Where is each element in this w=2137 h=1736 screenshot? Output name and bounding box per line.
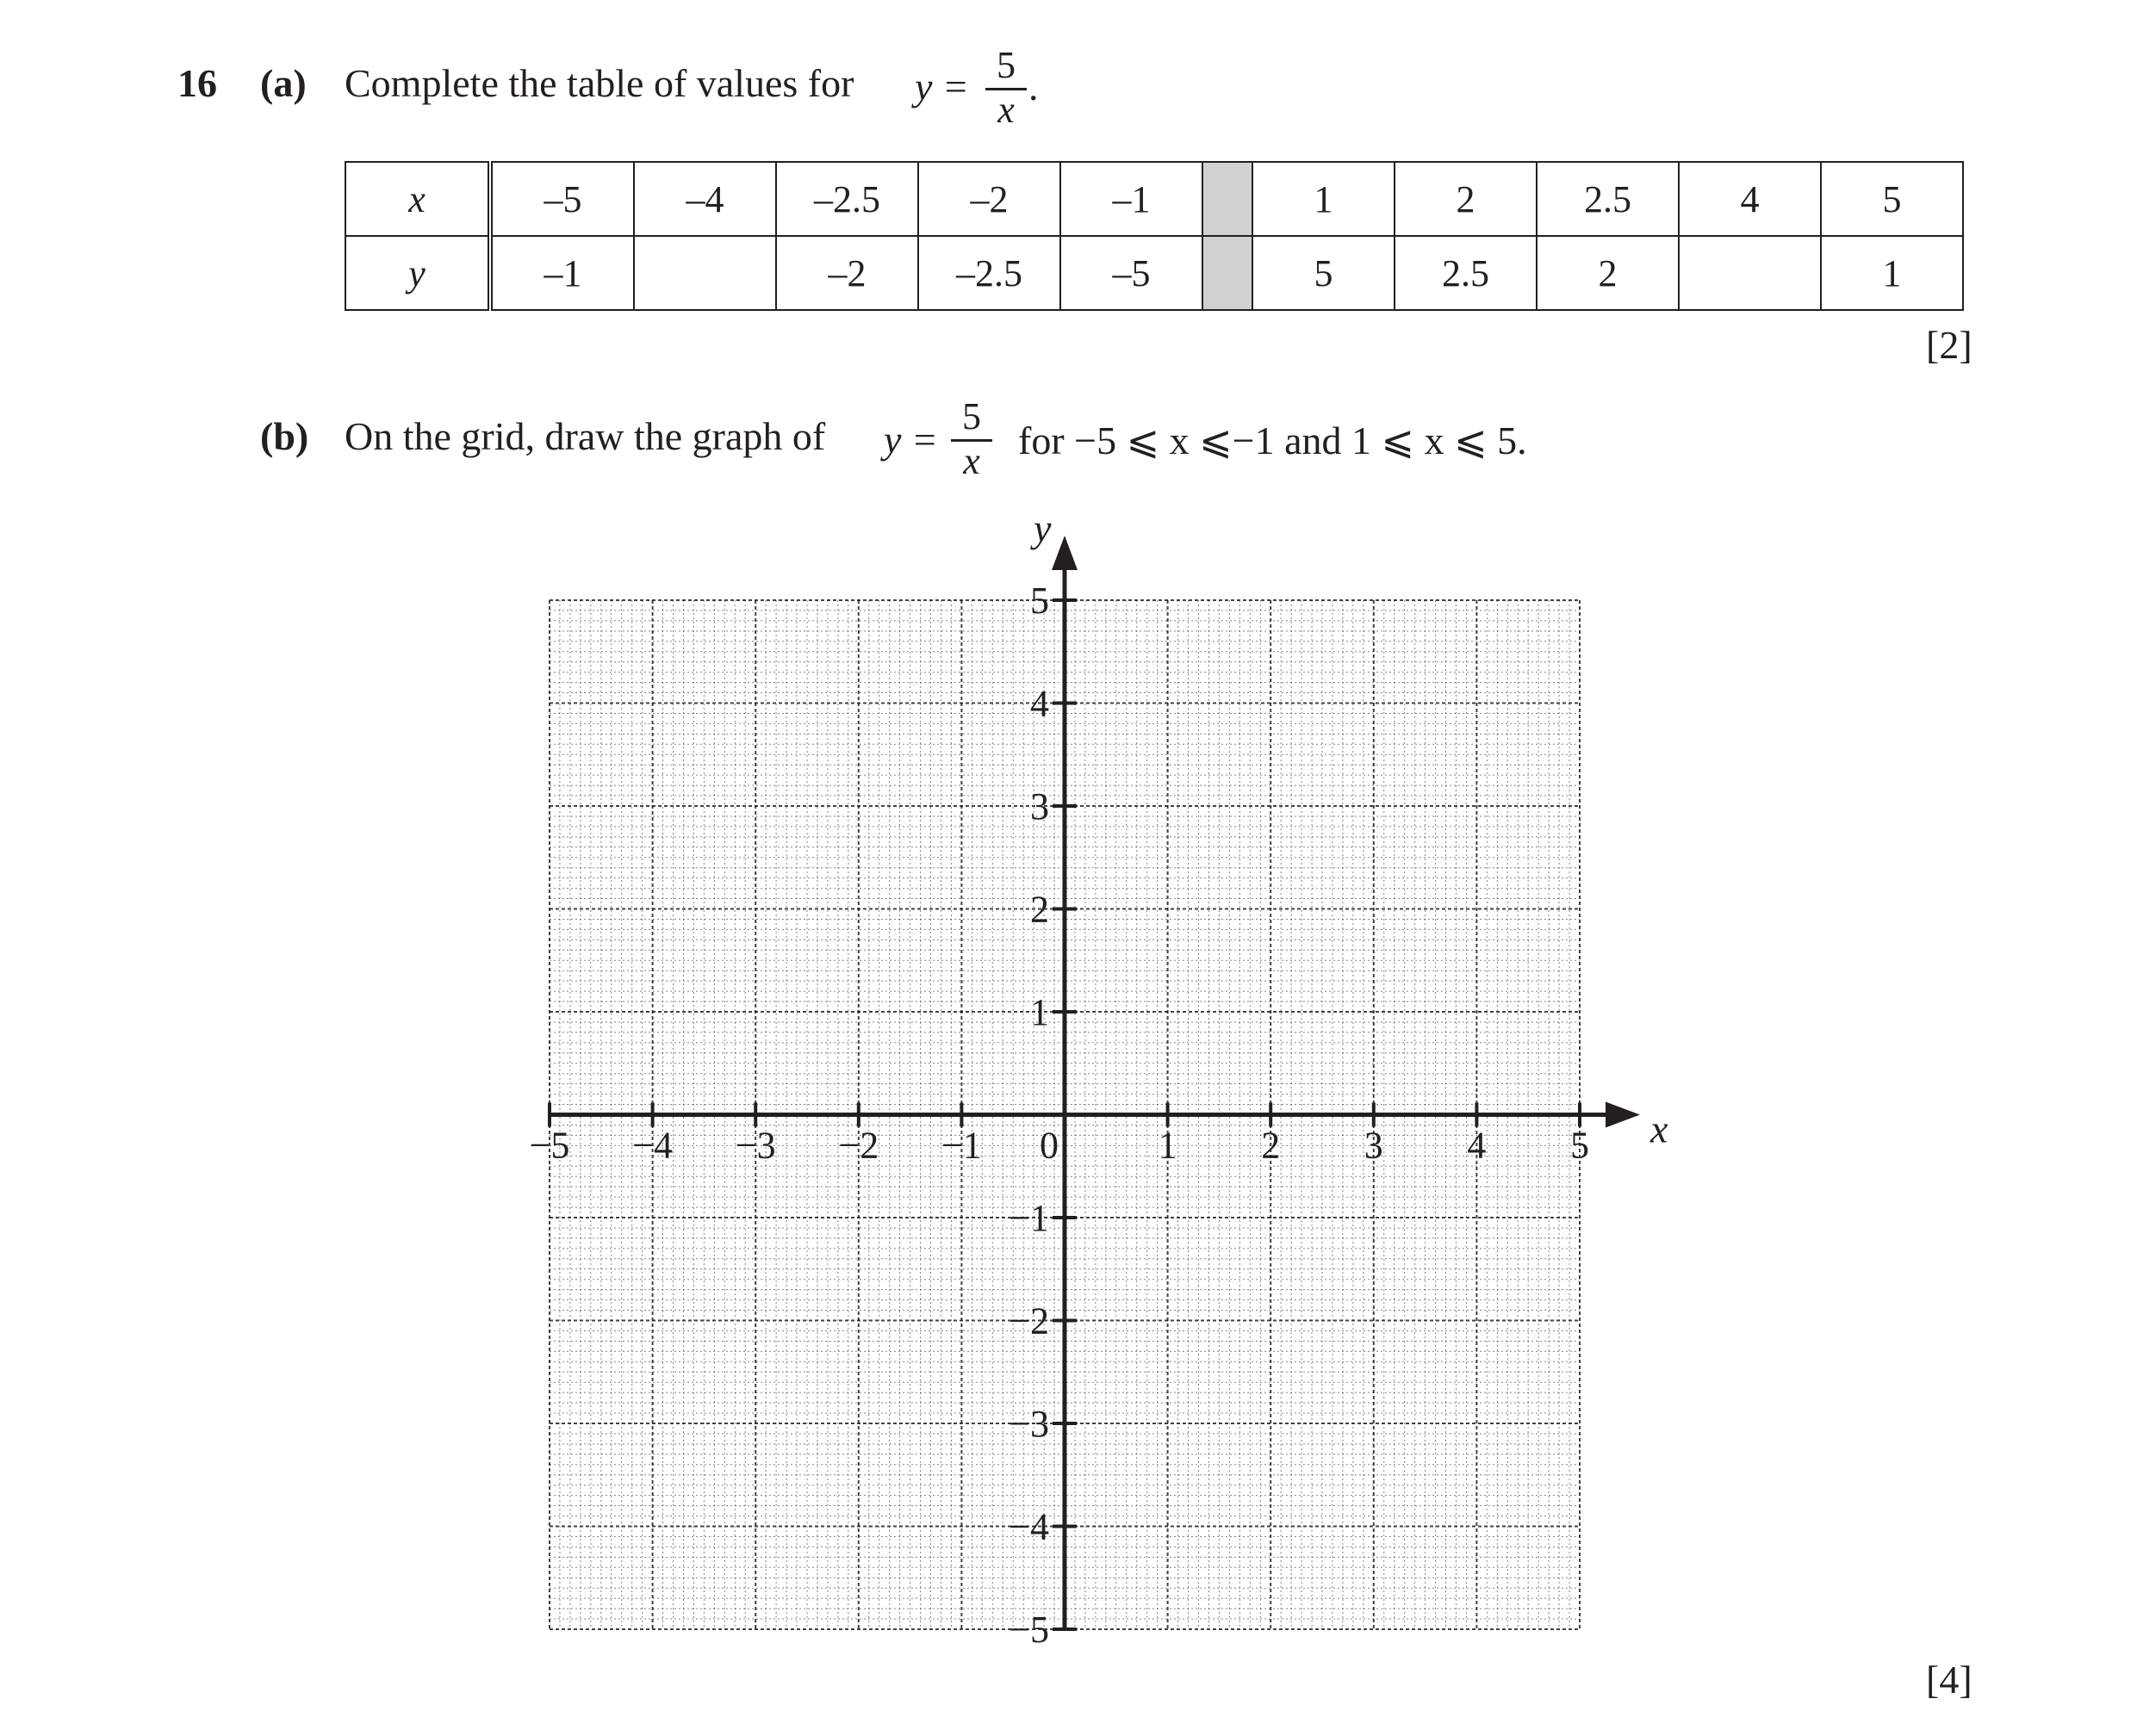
table-cell-x: 2.5	[1537, 162, 1679, 236]
table-cell-y: –2.5	[918, 236, 1060, 310]
table-cell-y: 1	[1821, 236, 1963, 310]
part-b-range: for −5 ⩽ x ⩽−1 and 1 ⩽ x ⩽ 5.	[1018, 418, 1527, 462]
question-number: 16	[177, 61, 217, 105]
table-cell-y: 2	[1537, 236, 1679, 310]
part-a-instruction: Complete the table of values for	[345, 61, 854, 105]
y-tick-label: −1	[1009, 1197, 1049, 1239]
y-tick-label: 1	[1030, 991, 1049, 1033]
part-b-equation-lhs: y =	[884, 418, 938, 462]
part-b-instruction: On the grid, draw the graph of	[345, 414, 826, 458]
table-header-y: y	[345, 236, 490, 310]
table-cell-y: –1	[490, 236, 634, 310]
x-tick-label: −4	[632, 1124, 674, 1167]
x-tick-label: 2	[1261, 1124, 1281, 1167]
fraction-numerator: 5	[997, 44, 1016, 86]
x-tick-label: 5	[1570, 1124, 1589, 1167]
x-tick-label: 3	[1364, 1124, 1383, 1167]
y-tick-label: −4	[1009, 1505, 1049, 1548]
table-cell-x: 1	[1252, 162, 1395, 236]
part-a-equation-lhs: y =	[915, 65, 969, 108]
y-axis-label: y	[1034, 506, 1052, 550]
x-tick-label: −5	[529, 1124, 570, 1167]
part-a-marks: [2]	[1926, 323, 1972, 367]
table-cell-y: –2	[776, 236, 918, 310]
fraction-numerator: 5	[962, 395, 981, 437]
y-tick-label: −5	[1009, 1609, 1049, 1651]
x-axis-label: x	[1650, 1107, 1668, 1151]
table-cell-x: 4	[1679, 162, 1821, 236]
x-axis-arrow	[1606, 1102, 1640, 1128]
y-axis-arrow	[1052, 536, 1078, 570]
y-tick-label: 4	[1030, 682, 1049, 725]
y-tick-label: −2	[1009, 1299, 1049, 1342]
table-cell-x: –2	[918, 162, 1060, 236]
table-cell-x: 2	[1395, 162, 1537, 236]
x-tick-label: −2	[838, 1124, 879, 1167]
part-b-marks: [4]	[1926, 1658, 1972, 1702]
table-cell-x: –5	[490, 162, 634, 236]
fraction-denominator: x	[997, 89, 1015, 131]
table-cell-x: –1	[1060, 162, 1202, 236]
y-tick-label: 2	[1030, 888, 1049, 931]
x-tick-label: −1	[941, 1124, 982, 1167]
x-tick-label: 4	[1467, 1124, 1487, 1167]
table-cell-x: –4	[634, 162, 776, 236]
x-tick-label: −3	[735, 1124, 776, 1167]
fraction-denominator: x	[963, 440, 980, 482]
part-a-equation-end: .	[1028, 65, 1039, 108]
table-cell-y: 2.5	[1395, 236, 1537, 310]
y-tick-label: 3	[1030, 785, 1049, 828]
table-cell-x: –2.5	[776, 162, 918, 236]
part-b-label: (b)	[260, 414, 309, 458]
y-tick-label: 5	[1030, 580, 1049, 622]
part-a-label: (a)	[260, 61, 307, 105]
y-tick-label: −3	[1009, 1403, 1049, 1445]
x-tick-label: 0	[1040, 1124, 1059, 1167]
table-header-x: x	[345, 162, 490, 236]
table-cell-y: –5	[1060, 236, 1202, 310]
x-tick-label: 1	[1158, 1124, 1177, 1167]
table-cell-y: 5	[1252, 236, 1395, 310]
table-cell-x: 5	[1821, 162, 1963, 236]
